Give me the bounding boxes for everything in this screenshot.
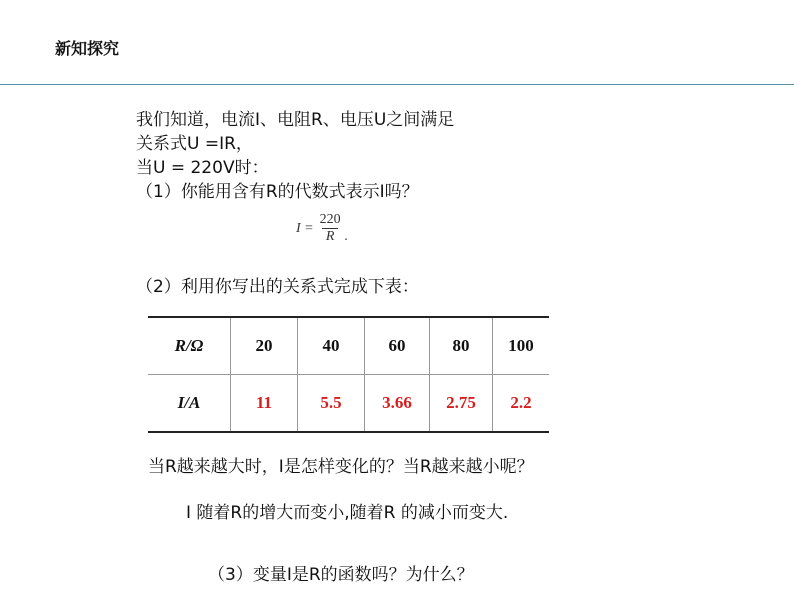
r-cell: 80	[430, 317, 493, 375]
formula-denominator: R	[322, 228, 339, 245]
formula-i-equals-220-over-r	[296, 212, 348, 245]
i-cell: 2.2	[493, 375, 550, 433]
question-3: （3）变量I是R的函数吗？为什么？	[208, 565, 474, 585]
intro-line: 关系式U =IR，	[136, 134, 253, 154]
trend-answer: I 随着R的增大而变小,随着R 的减小而变大.	[186, 503, 509, 523]
r-cell: 20	[231, 317, 298, 375]
intro-line: 我们知道，电流I、电阻R、电压U之间满足	[136, 110, 455, 130]
i-cell: 11	[231, 375, 298, 433]
header-divider	[0, 84, 794, 85]
formula-lhs: I =	[296, 220, 314, 236]
section-title: 新知探究	[55, 39, 120, 58]
question-1: （1）你能用含有R的代数式表示I吗？	[136, 182, 419, 202]
intro-text	[136, 108, 454, 204]
r-cell: 60	[365, 317, 430, 375]
formula-fraction	[318, 212, 343, 245]
intro-line: 当U = 220V时：	[136, 158, 269, 178]
i-cell: 2.75	[430, 375, 493, 433]
table-row-i	[148, 375, 549, 433]
trend-question: 当R越来越大时，I是怎样变化的？当R越来越小呢？	[148, 457, 534, 477]
question-2: （2）利用你写出的关系式完成下表：	[136, 277, 419, 297]
r-cell: 100	[493, 317, 550, 375]
values-table	[148, 316, 549, 433]
formula-end: .	[344, 229, 349, 244]
r-header: R/Ω	[148, 317, 231, 375]
table-row-r	[148, 317, 549, 375]
formula-numerator: 220	[319, 212, 341, 227]
i-cell: 5.5	[298, 375, 365, 433]
i-cell: 3.66	[365, 375, 430, 433]
i-header: I/A	[148, 375, 231, 433]
r-cell: 40	[298, 317, 365, 375]
